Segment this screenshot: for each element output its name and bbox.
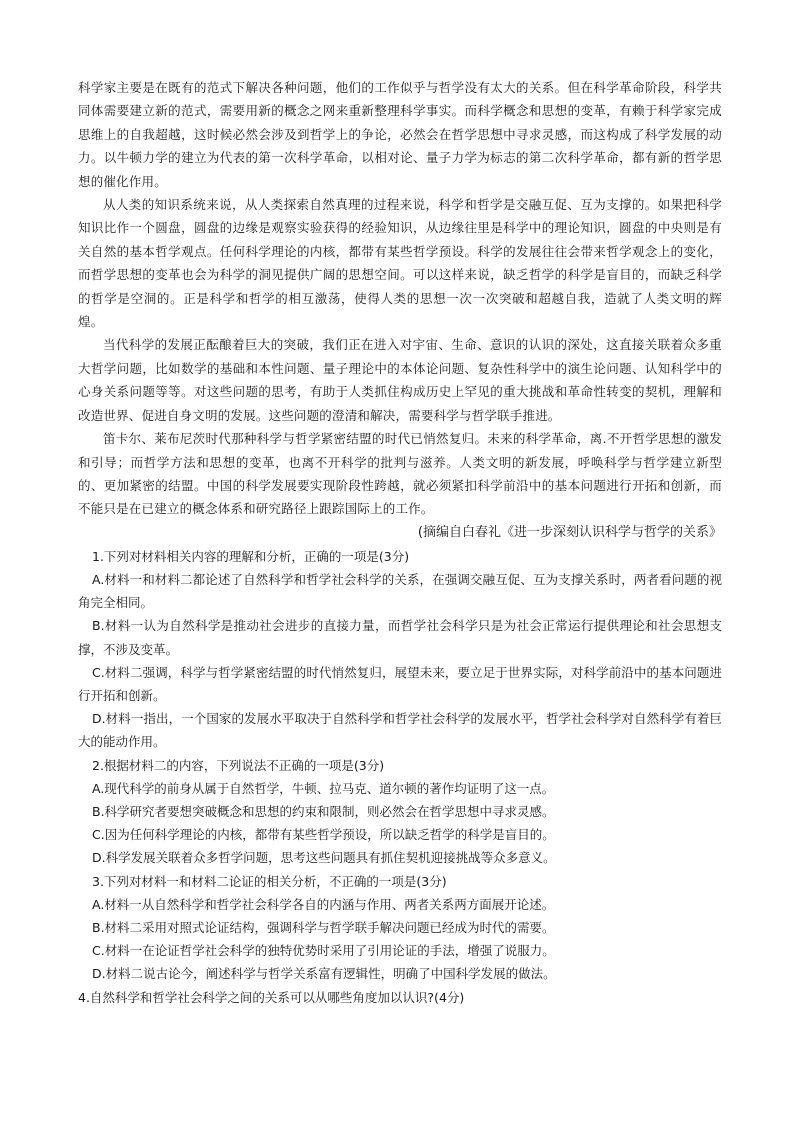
option-d: D.科学发展关联着众多哲学问题，思考这些问题具有抓住契机迎接挑战等众多意义。: [92, 850, 556, 866]
question-stem: 1.下列对材料相关内容的理解和分析，正确的一项是(3分): [92, 548, 410, 564]
question-1: [78, 545, 722, 754]
option-c: C.因为任何科学理论的内核，都带有某些哲学预设，所以缺乏哲学的科学是盲目的。: [92, 827, 555, 843]
passage-paragraph: 科学家主要是在既有的范式下解决各种问题，他们的工作似乎与哲学没有太大的关系。但在科学革命阶段，科学共同体需要建立新的范式，需要用新的概念之网来重新整理科学事实。而科学概念和思想的变革，有赖于科学家完成思维上的自我超越，这时候必然会涉及到哲学上的争论，必然会在哲学思想中寻求灵感，而这构成了科学发展的动力。以牛顿力学的建立为代表的第一次科学革命，以相对论、量子力学为标志的第二次科学革命，都有新的哲学思想的催化作用。: [78, 80, 722, 189]
option-b: B.科学研究者要想突破概念和思想的约束和限制，则必然会在哲学思想中寻求灵感。: [92, 803, 555, 819]
question-4: [78, 986, 722, 1009]
exam-page: [78, 76, 722, 1009]
passage-source: (摘编自白春礼《进一步深刻认识科学与哲学的关系》: [417, 524, 722, 540]
option-b: B.材料一认为自然科学是推动社会进步的直接力量，而哲学社会科学只是为社会正常运行提供理论和社会思想支撑，不涉及变革。: [78, 618, 722, 657]
option-b: B.材料二采用对照式论证结构，强调科学与哲学联手解决问题已经成为时代的需要。: [92, 919, 555, 935]
option-a: A.材料一和材料二都论述了自然科学和哲学社会科学的关系，在强调交融互促、互为支撑关系时，两者看问题的视角完全相同。: [78, 571, 722, 611]
option-d: D.材料二说古论今，阐述科学与哲学关系富有逻辑性，明确了中国科学发展的做法。: [92, 966, 556, 982]
option-a: A.材料一从自然科学和哲学社会科学各自的内涵与作用、两者关系两方面展开论述。: [92, 896, 555, 912]
question-stem: 2.根据材料二的内容，下列说法不正确的一项是(3分): [92, 757, 385, 773]
passage-paragraph: 从人类的知识系统来说，从人类探索自然真理的过程来说，科学和哲学是交融互促、互为支撑的。如果把科学知识比作一个圆盘，圆盘的边缘是观察实验获得的经验知识，从边缘往里是科学中的理论知识，圆盘的中央则是有关自然的基本哲学观点。任何科学理论的内核，都带有某些哲学预设。科学的发展往往会带来哲学观念上的变化，而哲学思想的变革也会为科学的洞见提供广阔的思想空间。可以这样来说，缺乏哲学的科学是盲目的，而缺乏科学的哲学是空洞的。正是科学和哲学的相互激荡，使得人类的思想一次一次突破和超越自我，造就了人类文明的辉煌。: [78, 197, 722, 330]
option-d: D.材料一指出，一个国家的发展水平取决于自然科学和哲学社会科学的发展水平，哲学社会科学对自然科学有着巨大的能动作用。: [78, 711, 722, 750]
option-c: C.材料二强调，科学与哲学紧密结盟的时代悄然复归，展望未来，要立足于世界实际，对科学前沿中的基本问题进行开拓和创新。: [78, 664, 722, 703]
passage-paragraph: 当代科学的发展正酝酿着巨大的突破，我们正在进入对宇宙、生命、意识的认识的深处，这直接关联着众多重大哲学问题，比如数学的基础和本性问题、量子理论中的本体论问题、复杂性科学中的演生论问题、认知科学中的心身关系问题等等。对这些问题的思考，有助于人类抓住构成历史上罕见的重大挑战和革命性转变的契机，理解和改造世界、促进自身文明的发展。这些问题的澄清和解决，需要科学与哲学联手推进。: [78, 337, 722, 423]
reading-passage: [78, 76, 722, 521]
question-stem: 4.自然科学和哲学社会科学之间的关系可以从哪些角度加以认识?(4分): [78, 989, 465, 1005]
question-stem: 3.下列对材料一和材料二论证的相关分析，不正确的一项是(3分): [92, 873, 447, 889]
question-2: [78, 754, 722, 870]
option-c: C.材料一在论证哲学社会科学的独特优势时采用了引用论证的手法，增强了说服力。: [92, 943, 555, 959]
passage-paragraph: 笛卡尔、莱布尼茨时代那种科学与哲学紧密结盟的时代已悄然复归。未来的科学革命，离.不开哲学思想的激发和引导；而哲学方法和思想的变革，也离不开科学的批判与滋养。人类文明的新发展，呼唤科学与哲学建立新型的、更加紧密的结盟。中国的科学发展要实现阶段性跨越，就必须紧扣科学前沿中的基本问题进行开拓和创新，而不能只是在已建立的概念体系和研究路径上跟踪国际上的工作。: [78, 431, 722, 517]
option-a: A.现代科学的前身从属于自然哲学，牛顿、拉马克、道尔顿的著作均证明了这一点。: [92, 780, 555, 796]
question-3: [78, 870, 722, 986]
